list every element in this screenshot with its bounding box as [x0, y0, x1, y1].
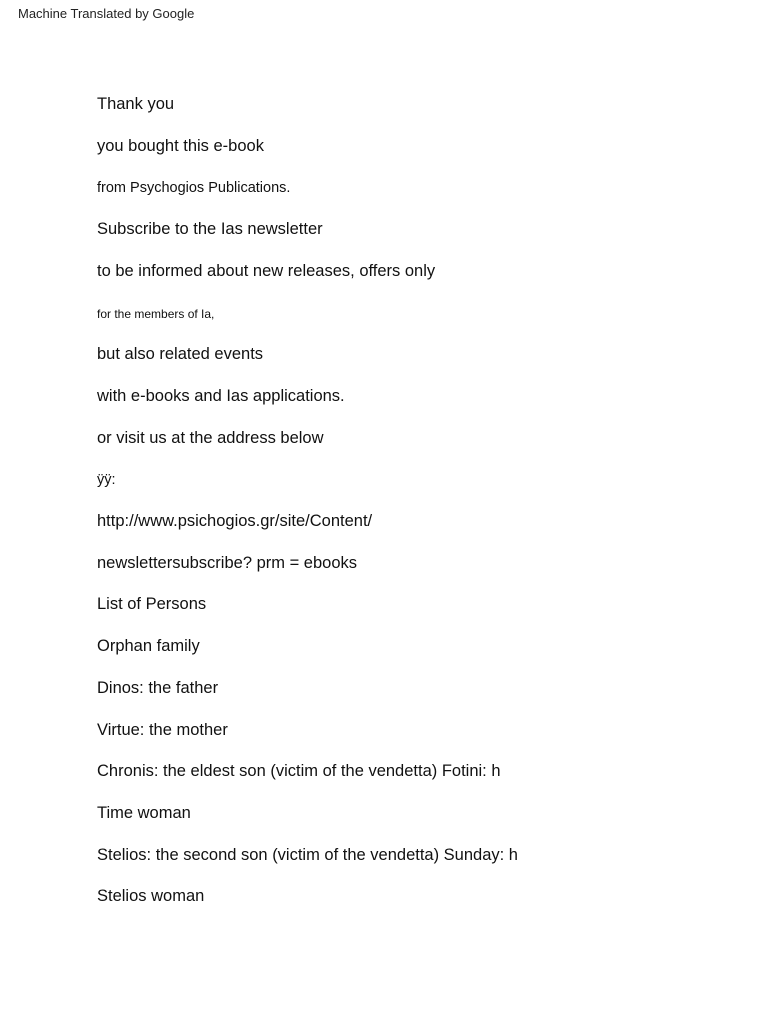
text-line: or visit us at the address below — [97, 429, 324, 447]
text-line: Orphan family — [97, 637, 200, 655]
text-line: you bought this e-book — [97, 137, 264, 155]
text-line: Chronis: the eldest son (victim of the vendetta) Fotini: h — [97, 762, 501, 780]
text-line: Time woman — [97, 804, 191, 822]
translation-notice: Machine Translated by Google — [18, 6, 195, 21]
text-line: Stelios: the second son (victim of the vendetta) Sunday: h — [97, 846, 518, 864]
url-line: http://www.psichogios.gr/site/Content/ — [97, 512, 373, 530]
section-heading: List of Persons — [97, 595, 207, 613]
text-line: from Psychogios Publications. — [97, 180, 291, 196]
text-line: with e-books and Ias applications. — [97, 387, 345, 405]
url-line: newslettersubscribe? prm = ebooks — [97, 554, 358, 572]
text-line: to be informed about new releases, offers only — [97, 262, 436, 280]
text-line: but also related events — [97, 345, 264, 363]
text-line: Dinos: the father — [97, 679, 219, 697]
text-line: Subscribe to the Ias newsletter — [97, 220, 323, 238]
text-line: Stelios woman — [97, 887, 205, 905]
text-line: Virtue: the mother — [97, 721, 228, 739]
text-line: ÿÿ: — [97, 472, 116, 488]
text-line: Thank you — [97, 95, 175, 113]
text-line: for the members of Ia, — [97, 307, 215, 321]
